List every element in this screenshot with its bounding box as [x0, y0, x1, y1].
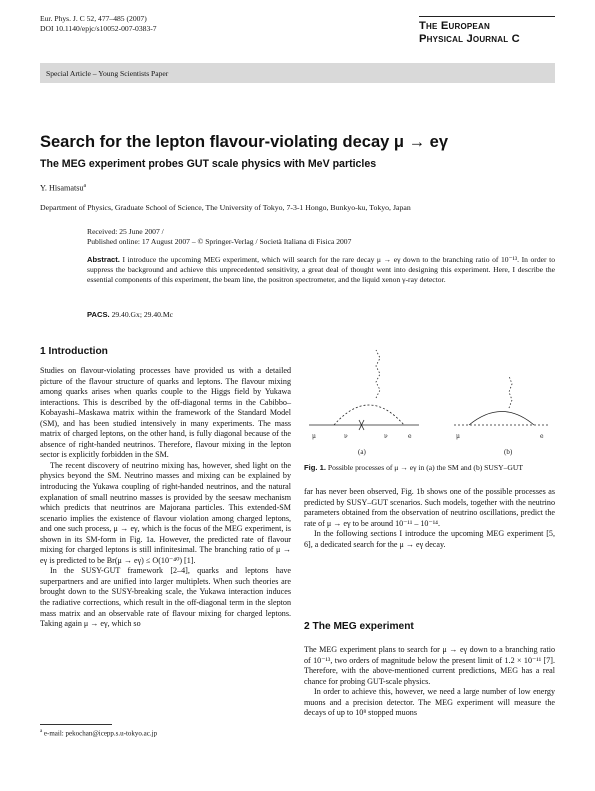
journal-name-line2: Physical Journal C — [419, 33, 520, 45]
author-footnote-mark: a — [83, 183, 87, 189]
figure-caption-text: Possible processes of μ → eγ in (a) the SM and (b) SUSY–GUT — [327, 463, 523, 472]
paragraph: The recent discovery of neutrino mixing has, however, shed light on the physics beyond the SM. Neutrino masses and mixing can be explained by introducing the Yukawa coupling of right-handed neutrinos, and the natural explanation of small neutrino masses is provided by the seesaw mechanism which predicts that neutrinos are Majorana particles. This extended-SM scenario implies the existence of flavour violation among charged leptons, and one such process, μ → eγ, which is the focus of the MEG experiment, is shown in its SM-form in Fig. 1a. However, the predicted rate of flavour mixing for charged leptons is still infinitesimal. The branching ratio of μ → eγ is predicted to be Br(μ → eγ) ≤ O(10⁻⁴⁰) [1]. — [40, 460, 291, 565]
author-name — [40, 183, 86, 193]
paragraph: The MEG experiment plans to search for μ → eγ down to a branching ratio of 10⁻¹³, two orders of magnitude below the present limit of 1.2 × 10⁻¹¹ [7]. Therefore, with the above-mentioned current predictions, MEG has a real chance for probing GUT-scale physics. — [304, 645, 555, 686]
abstract-label: Abstract. — [87, 255, 120, 264]
paper-subtitle: The MEG experiment probes GUT scale physics with MeV particles — [40, 158, 377, 170]
publication-dates — [87, 227, 351, 247]
journal-name — [419, 20, 555, 46]
received-date: Received: 25 June 2007 / — [87, 227, 164, 236]
paper-title: Search for the lepton flavour-violating decay μ → eγ — [40, 133, 449, 151]
affiliation: Department of Physics, Graduate School of Science, The University of Tokyo, 7-3-1 Hongo, Bunkyo-ku, Tokyo, Japan — [40, 203, 411, 212]
citation-line: Eur. Phys. J. C 52, 477–485 (2007) — [40, 14, 147, 23]
pacs-label: PACS. — [87, 310, 110, 319]
journal-citation — [40, 14, 157, 34]
meg-experiment-body — [304, 645, 555, 719]
diagram-a — [309, 350, 419, 440]
mu-label: μ — [456, 433, 460, 440]
journal-name-line1: The European — [419, 20, 490, 32]
journal-rule — [419, 16, 555, 17]
e-label: e — [408, 433, 412, 440]
section-heading-introduction: 1 Introduction — [40, 346, 108, 357]
mu-label: μ — [312, 433, 316, 440]
e-label: e — [540, 433, 544, 440]
photon-line — [509, 376, 512, 408]
pacs-codes — [87, 310, 173, 319]
abstract-text: I introduce the upcoming MEG experiment, which will search for the rare decay μ → eγ down to the branching ratio of 10⁻¹³. In order to suppress the background and achieve this unprecedented sensitivity, a great deal of thought went into designing this experiment. Here, I describe the essential components of this experiment, the beam line, the positron spectrometer, and the liquid xenon γ-ray detector. — [87, 255, 555, 284]
author-text: Y. Hisamatsu — [40, 183, 84, 193]
footnote-mark: a — [40, 729, 43, 734]
paragraph: far has never been observed, Fig. 1b shows one of the possible processes as predicted by SUSY–GUT scenarios. Such models, together with the neutrino parameters obtained from the observation of neutrino oscillations, predict the rate of μ → eγ to be around 10⁻¹¹ – 10⁻¹⁴. — [304, 487, 555, 528]
column-two-body — [304, 487, 555, 550]
paragraph: In the following sections I introduce the upcoming MEG experiment [5, 6], a dedicated search for the μ → eγ decay. — [304, 529, 555, 549]
introduction-body — [40, 366, 291, 630]
diagram-a-label: (a) — [358, 448, 366, 456]
paragraph: Studies on flavour-violating processes have provided us with a detailed picture of the flavour structure of quarks and leptons. The flavour mixing among quarks arises when quarks couple to the Higgs field by Yukawa interactions. This is described by the off-diagonal terms in the Cabibbo–Kobayashi–Maskawa matrix within the framework of the Standard Model (SM), and has been studied intensively in many experiments. The mass matrix of charged leptons, on the other hand, is fully diagonal because of the absence of right-handed neutrinos. Therefore, flavour mixing in the lepton sector is explicitly forbidden in the SM. — [40, 366, 291, 460]
footnote — [40, 729, 157, 737]
paragraph: In the SUSY-GUT framework [2–4], quarks and leptons have superpartners and are unified into larger multiplets. When such theories are brought down to the SUSY-breaking scale, the Yukawa interaction induces the radiative corrections, which result in the off-diagonal term in the slepton mass matrix and an observable rate of flavour mixing for charged leptons. Taking again μ → eγ, which so — [40, 566, 291, 629]
nu-label: ν — [384, 433, 388, 440]
w-boson-loop — [334, 405, 404, 425]
pacs-text: 29.40.Gx; 29.40.Mc — [111, 310, 173, 319]
neutralino-loop — [469, 412, 534, 426]
footnote-rule — [40, 724, 112, 725]
figure-caption — [304, 463, 555, 473]
feynman-diagrams — [304, 340, 555, 460]
section-heading-meg-experiment: 2 The MEG experiment — [304, 621, 414, 632]
footnote-email[interactable]: e-mail: pekochan@icepp.s.u-tokyo.ac.jp — [43, 729, 158, 738]
diagram-b — [454, 376, 549, 440]
photon-line — [376, 350, 380, 398]
article-type-label: Special Article – Young Scientists Paper — [46, 69, 169, 78]
published-date: Published online: 17 August 2007 – © Springer-Verlag / Società Italiana di Fisica 2007 — [87, 237, 352, 246]
paragraph: In order to achieve this, however, we need a large number of low energy muons and a precision detector. The MEG experiment will measure the decays of up to 10⁸ stopped muons — [304, 687, 555, 718]
doi-link[interactable]: DOI 10.1140/epjc/s10052-007-0383-7 — [40, 24, 157, 33]
diagram-b-label: (b) — [504, 448, 513, 456]
nu-label: ν — [344, 433, 348, 440]
figure-caption-label: Fig. 1. — [304, 463, 326, 472]
abstract — [87, 255, 555, 285]
